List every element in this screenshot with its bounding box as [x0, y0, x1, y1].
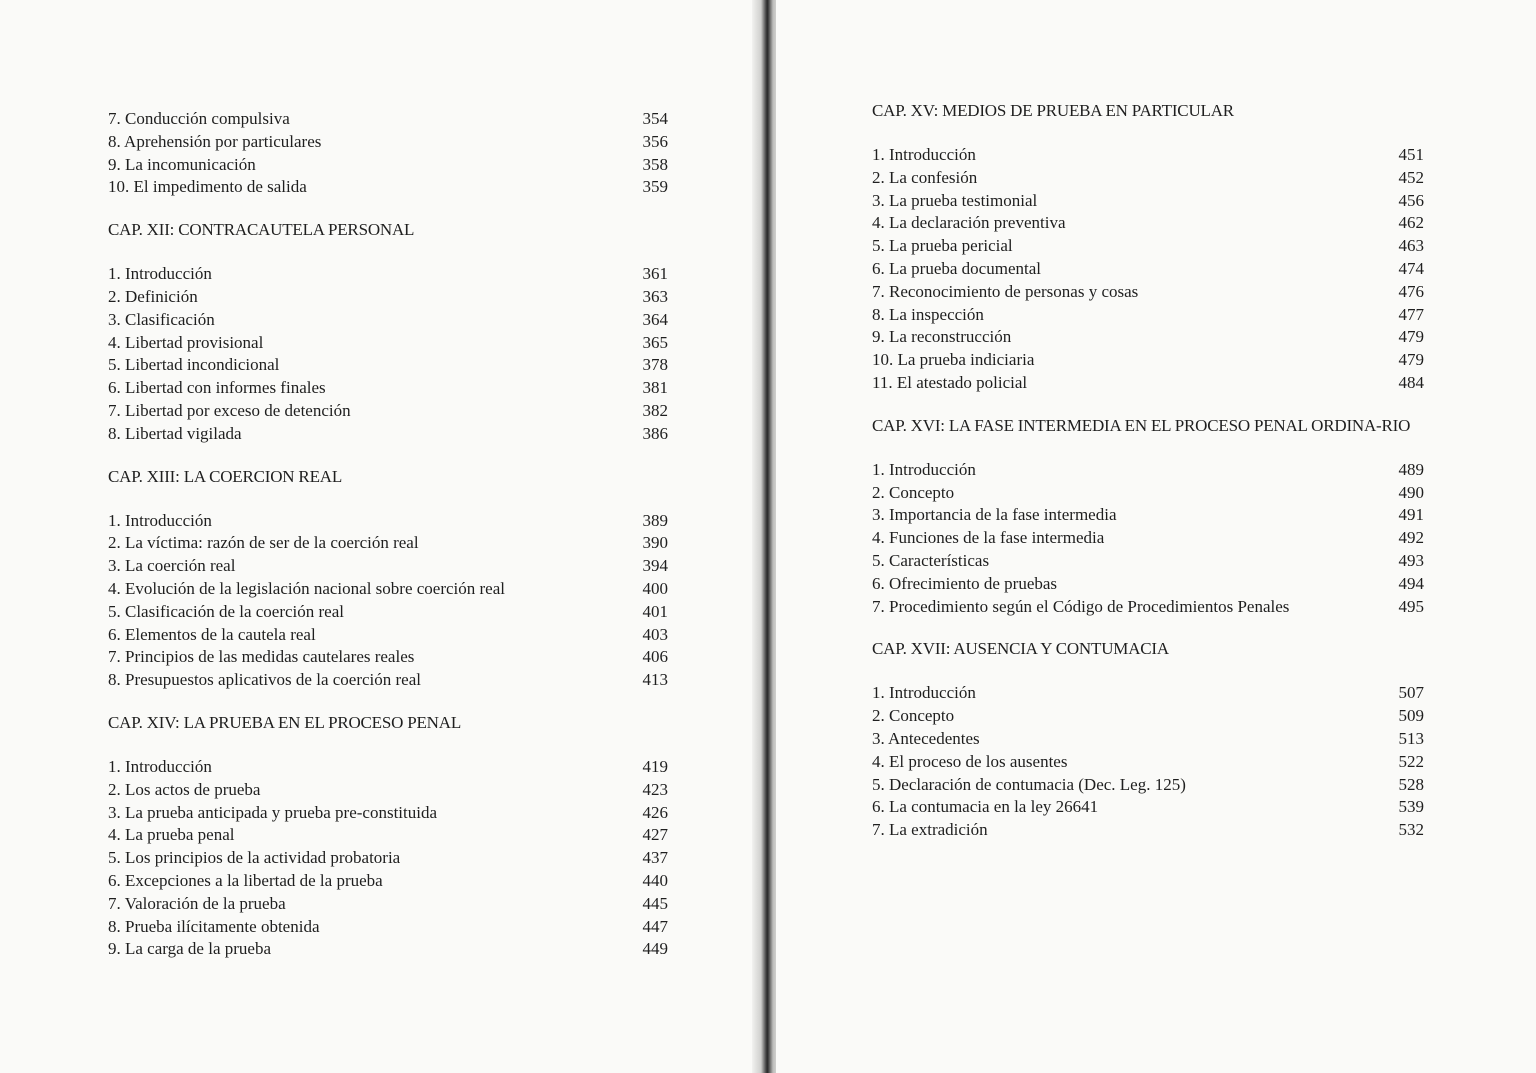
chapter-entries: [872, 682, 1424, 842]
toc-entry: [872, 281, 1424, 304]
entry-page: 509: [1398, 706, 1424, 726]
entry-label: 7. Principios de las medidas cautelares reales: [108, 647, 415, 667]
entry-label: 2. Definición: [108, 286, 198, 306]
toc-entry: [108, 108, 668, 131]
entry-page: 400: [642, 578, 668, 598]
entry-label: 3. Clasificación: [108, 309, 215, 329]
chapter-entries: [872, 459, 1424, 619]
entry-label: 8. Prueba ilícitamente obtenida: [108, 916, 320, 936]
entry-label: 1. Introducción: [108, 756, 212, 776]
entry-label: 5. Libertad incondicional: [108, 355, 280, 375]
entry-page: 359: [642, 177, 668, 197]
toc-entry: [872, 751, 1424, 774]
entry-label: 4. Libertad provisional: [108, 332, 264, 352]
toc-entry: [872, 682, 1424, 705]
entry-label: 1. Introducción: [872, 459, 976, 479]
chapter-entries: [108, 756, 668, 961]
toc-entry: [108, 332, 668, 355]
toc-entry: [872, 728, 1424, 751]
toc-entry: [108, 423, 668, 446]
toc-entry: [108, 286, 668, 309]
chapter-entries: [872, 144, 1424, 395]
toc-entry: [872, 482, 1424, 505]
entry-label: 3. La coerción real: [108, 556, 236, 576]
toc-entry: [108, 847, 668, 870]
toc-entry: [872, 372, 1424, 395]
entry-label: 10. La prueba indiciaria: [872, 350, 1035, 370]
entry-label: 5. Clasificación de la coerción real: [108, 601, 344, 621]
toc-entry: [108, 176, 668, 199]
toc-entry: [872, 167, 1424, 190]
chapter-heading: CAP. XV: MEDIOS DE PRUEBA EN PARTICULAR: [872, 101, 1234, 120]
left-page: [0, 0, 760, 1073]
entry-page: 378: [642, 355, 668, 375]
entry-page: 449: [642, 939, 668, 959]
toc-entry: [108, 400, 668, 423]
toc-entry: [108, 131, 668, 154]
entry-page: 492: [1398, 528, 1424, 548]
entry-page: 394: [642, 556, 668, 576]
entry-label: 1. Introducción: [108, 264, 212, 284]
entry-page: 484: [1398, 372, 1424, 392]
entry-page: 406: [642, 647, 668, 667]
toc-entry: [108, 669, 668, 692]
entry-page: 403: [642, 624, 668, 644]
entry-page: 507: [1398, 683, 1424, 703]
entry-page: 361: [642, 264, 668, 284]
entry-label: 4. El proceso de los ausentes: [872, 751, 1068, 771]
entry-page: 513: [1398, 728, 1424, 748]
entry-label: 3. Antecedentes: [872, 728, 980, 748]
toc-entry: [872, 504, 1424, 527]
toc-entry: [872, 326, 1424, 349]
toc-entry: [872, 573, 1424, 596]
entry-page: 437: [642, 848, 668, 868]
entry-page: 490: [1398, 482, 1424, 502]
toc-entry: [108, 263, 668, 286]
toc-entry: [108, 802, 668, 825]
chapter-heading: CAP. XIV: LA PRUEBA EN EL PROCESO PENAL: [108, 712, 462, 732]
entry-label: 5. Declaración de contumacia (Dec. Leg. 125): [872, 774, 1186, 794]
entry-label: 3. La prueba anticipada y prueba pre-constituida: [108, 802, 438, 822]
entry-label: 3. La prueba testimonial: [872, 190, 1038, 210]
right-toc-column: [872, 100, 1424, 842]
entry-label: 8. Presupuestos aplicativos de la coerción real: [108, 670, 421, 690]
entry-page: 354: [642, 109, 668, 128]
entry-label: 8. Aprehensión por particulares: [108, 131, 322, 151]
entry-label: 9. La carga de la prueba: [108, 939, 271, 959]
entry-page: 381: [642, 378, 668, 398]
entry-page: 479: [1398, 327, 1424, 347]
toc-entry: [108, 624, 668, 647]
toc-entry: [108, 510, 668, 533]
entry-label: 1. Introducción: [872, 145, 976, 164]
entry-label: 7. Procedimiento según el Código de Procedimientos Penales: [872, 596, 1290, 616]
entry-page: 528: [1398, 774, 1424, 794]
toc-entry: [872, 459, 1424, 482]
entry-page: 365: [642, 332, 668, 352]
toc-entry: [108, 154, 668, 177]
entry-page: 477: [1398, 304, 1424, 324]
entry-label: 6. Libertad con informes finales: [108, 378, 326, 398]
entry-page: 447: [642, 916, 668, 936]
entry-label: 1. Introducción: [108, 510, 212, 530]
entry-label: 9. La incomunicación: [108, 154, 256, 174]
toc-entry: [872, 596, 1424, 619]
toc-entry: [872, 819, 1424, 842]
entry-page: 456: [1398, 190, 1424, 210]
entry-label: 7. Libertad por exceso de detención: [108, 400, 351, 420]
entry-page: 423: [642, 779, 668, 799]
entry-page: 491: [1398, 505, 1424, 525]
entry-page: 363: [642, 286, 668, 306]
chapter-entries: [108, 510, 668, 692]
entry-page: 440: [642, 870, 668, 890]
toc-entry: [108, 938, 668, 961]
entry-label: 7. Conducción compulsiva: [108, 109, 290, 128]
intro-entries: [108, 108, 668, 199]
entry-label: 7. Valoración de la prueba: [108, 893, 286, 913]
entry-page: 419: [642, 756, 668, 776]
toc-entry: [108, 870, 668, 893]
entry-page: 364: [642, 309, 668, 329]
entry-page: 445: [642, 893, 668, 913]
entry-label: 3. Importancia de la fase intermedia: [872, 505, 1117, 525]
chapter-heading: CAP. XII: CONTRACAUTELA PERSONAL: [108, 220, 415, 240]
toc-entry: [108, 824, 668, 847]
chapter-heading: CAP. XVI: LA FASE INTERMEDIA EN EL PROCESO PENAL ORDINA-RIO: [872, 415, 1411, 435]
toc-entry: [108, 555, 668, 578]
entry-page: 474: [1398, 258, 1424, 278]
left-toc-column: [108, 108, 668, 961]
toc-entry: [108, 532, 668, 555]
toc-entry: [108, 756, 668, 779]
entry-label: 6. La contumacia en la ley 26641: [872, 797, 1099, 817]
entry-page: 413: [642, 670, 668, 690]
entry-page: 382: [642, 400, 668, 420]
toc-entry: [108, 578, 668, 601]
toc-entry: [108, 779, 668, 802]
toc-entry: [872, 144, 1424, 167]
entry-label: 1. Introducción: [872, 683, 976, 703]
entry-page: 463: [1398, 236, 1424, 256]
toc-entry: [872, 705, 1424, 728]
entry-page: 451: [1398, 145, 1424, 164]
toc-entry: [108, 916, 668, 939]
toc-entry: [108, 354, 668, 377]
toc-entry: [872, 212, 1424, 235]
entry-page: 358: [642, 154, 668, 174]
toc-entry: [872, 304, 1424, 327]
entry-label: 2. La víctima: razón de ser de la coerción real: [108, 533, 419, 553]
entry-label: 7. Reconocimiento de personas y cosas: [872, 281, 1139, 301]
entry-label: 4. Funciones de la fase intermedia: [872, 528, 1105, 548]
toc-entry: [872, 258, 1424, 281]
entry-page: 452: [1398, 167, 1424, 187]
entry-label: 7. La extradición: [872, 820, 988, 840]
toc-entry: [108, 377, 668, 400]
entry-label: 10. El impedimento de salida: [108, 177, 307, 197]
entry-page: 479: [1398, 350, 1424, 370]
toc-entry: [872, 796, 1424, 819]
entry-label: 5. Los principios de la actividad probatoria: [108, 848, 401, 868]
toc-entry: [872, 235, 1424, 258]
entry-label: 2. Los actos de prueba: [108, 779, 261, 799]
entry-label: 5. Características: [872, 550, 990, 570]
entry-label: 6. Excepciones a la libertad de la prueba: [108, 870, 383, 890]
entry-label: 8. Libertad vigilada: [108, 423, 242, 443]
chapter-entries: [108, 263, 668, 445]
entry-label: 2. La confesión: [872, 167, 978, 187]
toc-entry: [108, 309, 668, 332]
entry-label: 6. La prueba documental: [872, 258, 1041, 278]
entry-label: 6. Elementos de la cautela real: [108, 624, 316, 644]
toc-entry: [872, 550, 1424, 573]
entry-page: 522: [1398, 751, 1424, 771]
entry-label: 5. La prueba pericial: [872, 236, 1013, 256]
entry-label: 4. La declaración preventiva: [872, 213, 1066, 233]
toc-entry: [872, 190, 1424, 213]
entry-page: 427: [642, 825, 668, 845]
entry-page: 386: [642, 423, 668, 443]
entry-page: 489: [1398, 459, 1424, 479]
entry-label: 9. La reconstrucción: [872, 327, 1012, 347]
entry-page: 462: [1398, 213, 1424, 233]
entry-label: 4. La prueba penal: [108, 825, 235, 845]
toc-entry: [108, 601, 668, 624]
entry-label: 4. Evolución de la legislación nacional sobre coerción real: [108, 578, 505, 598]
entry-page: 389: [642, 510, 668, 530]
toc-entry: [872, 774, 1424, 797]
entry-page: 532: [1398, 820, 1424, 840]
entry-label: 11. El atestado policial: [872, 372, 1028, 392]
toc-entry: [108, 893, 668, 916]
entry-label: 8. La inspección: [872, 304, 984, 324]
entry-page: 493: [1398, 550, 1424, 570]
entry-label: 6. Ofrecimiento de pruebas: [872, 573, 1058, 593]
chapter-heading: CAP. XIII: LA COERCION REAL: [108, 466, 343, 486]
entry-page: 390: [642, 533, 668, 553]
entry-label: 2. Concepto: [872, 482, 955, 502]
entry-page: 401: [642, 601, 668, 621]
toc-entry: [108, 646, 668, 669]
entry-page: 426: [642, 802, 668, 822]
toc-entry: [872, 527, 1424, 550]
toc-entry: [872, 349, 1424, 372]
entry-page: 494: [1398, 573, 1424, 593]
entry-page: 356: [642, 131, 668, 151]
entry-page: 495: [1398, 596, 1424, 616]
chapter-heading: CAP. XVII: AUSENCIA Y CONTUMACIA: [872, 639, 1169, 659]
entry-page: 539: [1398, 797, 1424, 817]
entry-label: 2. Concepto: [872, 706, 955, 726]
entry-page: 476: [1398, 281, 1424, 301]
